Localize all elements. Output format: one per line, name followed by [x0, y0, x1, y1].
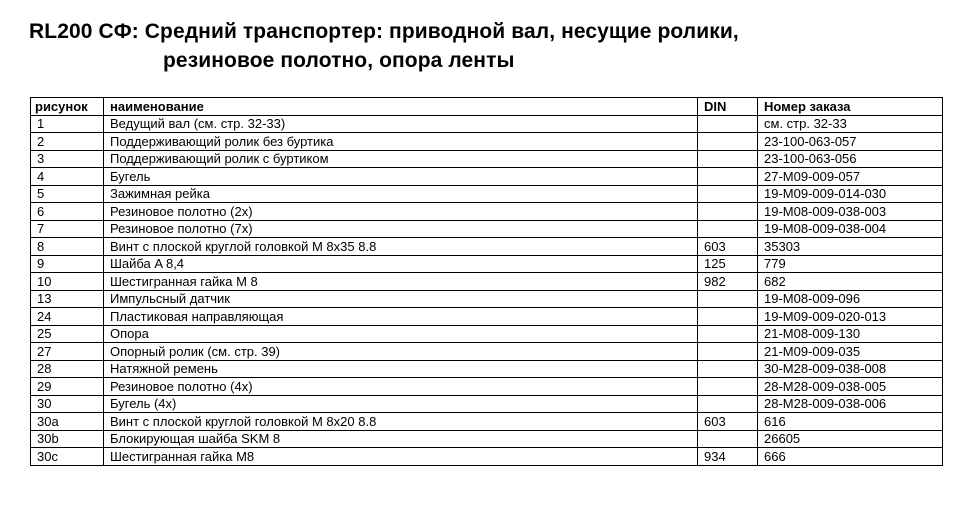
- cell-din: 603: [698, 238, 758, 256]
- cell-order-number: 30-M28-009-038-008: [758, 360, 943, 378]
- cell-name: Винт с плоской круглой головкой M 8x20 8.8: [104, 413, 698, 431]
- cell-name: Шестигранная гайка M 8: [104, 273, 698, 291]
- cell-name: Опора: [104, 325, 698, 343]
- table-row: [31, 185, 943, 203]
- cell-order-number: 23-100-063-057: [758, 133, 943, 151]
- cell-figure: 3: [31, 150, 104, 168]
- header-row: [31, 98, 943, 116]
- cell-name: Поддерживающий ролик без буртика: [104, 133, 698, 151]
- cell-din: 934: [698, 448, 758, 466]
- table-row: [31, 448, 943, 466]
- header-order-number: Номер заказа: [758, 98, 943, 116]
- cell-din: [698, 115, 758, 133]
- cell-din: [698, 308, 758, 326]
- table-row: [31, 308, 943, 326]
- cell-order-number: 35303: [758, 238, 943, 256]
- cell-din: [698, 220, 758, 238]
- cell-figure: 25: [31, 325, 104, 343]
- cell-figure: 2: [31, 133, 104, 151]
- cell-figure: 30: [31, 395, 104, 413]
- cell-din: [698, 360, 758, 378]
- page-title: [29, 17, 739, 75]
- cell-figure: 10: [31, 273, 104, 291]
- page-title-line-2: резиновое полотно, опора ленты: [163, 49, 515, 72]
- cell-name: Блокирующая шайба SKM 8: [104, 430, 698, 448]
- cell-din: [698, 395, 758, 413]
- table-row: [31, 325, 943, 343]
- table-row: [31, 150, 943, 168]
- table-row: [31, 343, 943, 361]
- cell-din: [698, 185, 758, 203]
- table-row: [31, 115, 943, 133]
- cell-figure: 30a: [31, 413, 104, 431]
- cell-figure: 8: [31, 238, 104, 256]
- table-row: [31, 273, 943, 291]
- cell-order-number: 19-M08-009-096: [758, 290, 943, 308]
- cell-name: Бугель (4x): [104, 395, 698, 413]
- cell-din: [698, 133, 758, 151]
- cell-figure: 29: [31, 378, 104, 396]
- header-name: наименование: [104, 98, 698, 116]
- cell-figure: 4: [31, 168, 104, 186]
- cell-figure: 13: [31, 290, 104, 308]
- cell-order-number: см. стр. 32-33: [758, 115, 943, 133]
- cell-figure: 9: [31, 255, 104, 273]
- cell-figure: 1: [31, 115, 104, 133]
- cell-name: Винт с плоской круглой головкой M 8x35 8.8: [104, 238, 698, 256]
- cell-name: Поддерживающий ролик с буртиком: [104, 150, 698, 168]
- cell-din: [698, 430, 758, 448]
- cell-name: Резиновое полотно (4x): [104, 378, 698, 396]
- cell-order-number: 19-M08-009-038-003: [758, 203, 943, 221]
- cell-order-number: 21-M08-009-130: [758, 325, 943, 343]
- table-row: [31, 395, 943, 413]
- cell-din: [698, 203, 758, 221]
- cell-figure: 5: [31, 185, 104, 203]
- cell-din: [698, 325, 758, 343]
- cell-name: Ведущий вал (см. стр. 32-33): [104, 115, 698, 133]
- parts-table: [30, 97, 943, 466]
- cell-order-number: 616: [758, 413, 943, 431]
- cell-figure: 30b: [31, 430, 104, 448]
- cell-figure: 30c: [31, 448, 104, 466]
- cell-din: [698, 343, 758, 361]
- table-row: [31, 255, 943, 273]
- cell-order-number: 666: [758, 448, 943, 466]
- cell-order-number: 23-100-063-056: [758, 150, 943, 168]
- cell-order-number: 19-M09-009-014-030: [758, 185, 943, 203]
- table-row: [31, 168, 943, 186]
- cell-name: Пластиковая направляющая: [104, 308, 698, 326]
- cell-figure: 7: [31, 220, 104, 238]
- cell-name: Натяжной ремень: [104, 360, 698, 378]
- cell-name: Импульсный датчик: [104, 290, 698, 308]
- table-row: [31, 360, 943, 378]
- table-row: [31, 290, 943, 308]
- parts-table-header: [31, 98, 943, 116]
- cell-order-number: 19-M09-009-020-013: [758, 308, 943, 326]
- table-row: [31, 378, 943, 396]
- cell-order-number: 682: [758, 273, 943, 291]
- header-figure: рисунок: [31, 98, 104, 116]
- table-row: [31, 430, 943, 448]
- cell-order-number: 26605: [758, 430, 943, 448]
- cell-order-number: 21-M09-009-035: [758, 343, 943, 361]
- cell-din: [698, 290, 758, 308]
- cell-order-number: 27-M09-009-057: [758, 168, 943, 186]
- cell-order-number: 19-M08-009-038-004: [758, 220, 943, 238]
- cell-din: [698, 378, 758, 396]
- cell-order-number: 28-M28-009-038-006: [758, 395, 943, 413]
- cell-figure: 24: [31, 308, 104, 326]
- cell-din: 982: [698, 273, 758, 291]
- cell-din: [698, 168, 758, 186]
- cell-order-number: 28-M28-009-038-005: [758, 378, 943, 396]
- cell-din: [698, 150, 758, 168]
- cell-name: Опорный ролик (см. стр. 39): [104, 343, 698, 361]
- cell-figure: 28: [31, 360, 104, 378]
- cell-name: Бугель: [104, 168, 698, 186]
- cell-name: Резиновое полотно (2x): [104, 203, 698, 221]
- table-row: [31, 238, 943, 256]
- parts-table-body: [31, 115, 943, 465]
- table-row: [31, 220, 943, 238]
- cell-figure: 27: [31, 343, 104, 361]
- cell-name: Зажимная рейка: [104, 185, 698, 203]
- cell-name: Резиновое полотно (7x): [104, 220, 698, 238]
- cell-din: 125: [698, 255, 758, 273]
- cell-din: 603: [698, 413, 758, 431]
- table-row: [31, 203, 943, 221]
- table-row: [31, 133, 943, 151]
- cell-name: Шайба A 8,4: [104, 255, 698, 273]
- table-row: [31, 413, 943, 431]
- cell-figure: 6: [31, 203, 104, 221]
- page-title-line-1: RL200 СФ: Средний транспортер: приводной вал, несущие ролики,: [29, 20, 739, 43]
- cell-name: Шестигранная гайка M8: [104, 448, 698, 466]
- header-din: DIN: [698, 98, 758, 116]
- cell-order-number: 779: [758, 255, 943, 273]
